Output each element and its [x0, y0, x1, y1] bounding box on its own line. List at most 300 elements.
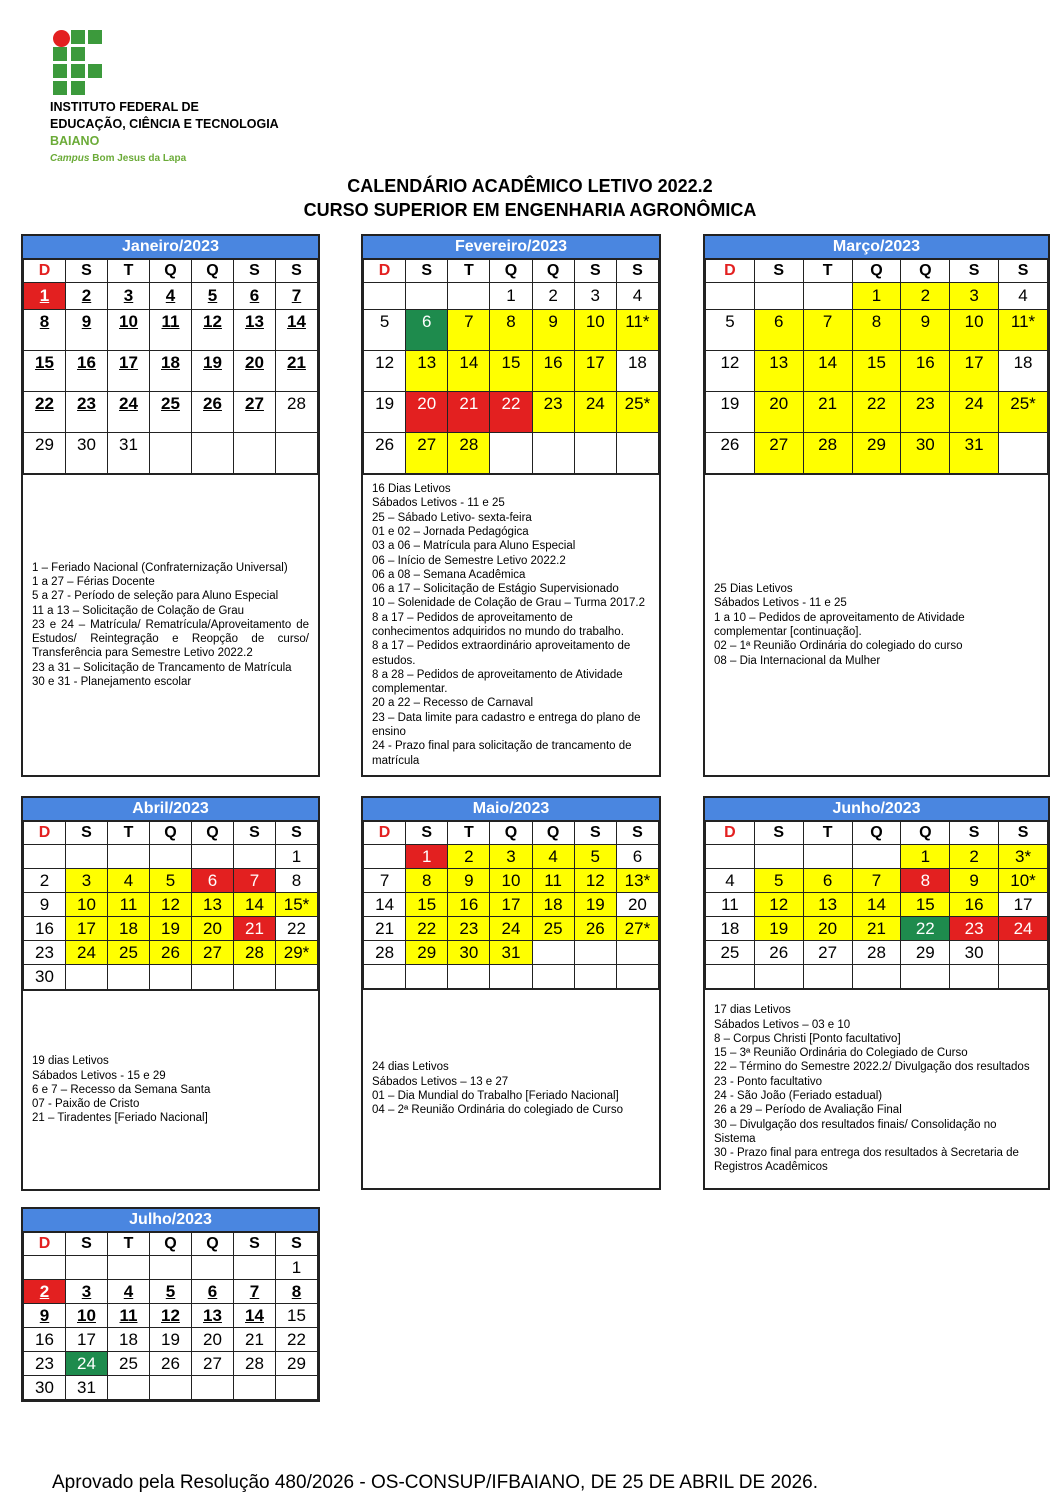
month-calendar [21, 796, 320, 1191]
weekday-header: Q [901, 822, 950, 845]
day-cell: 12 [364, 351, 406, 392]
day-cell: 17 [108, 351, 150, 392]
day-cell: 15 [901, 893, 950, 917]
day-cell: 10 [490, 869, 532, 893]
day-cell: 26 [754, 941, 803, 965]
day-cell: 24 [950, 392, 999, 433]
day-cell: 3 [490, 845, 532, 869]
day-cell: 17 [66, 917, 108, 941]
day-cell: 25 [532, 917, 574, 941]
day-cell [706, 965, 755, 989]
day-cell [406, 965, 448, 989]
day-cell: 10* [999, 869, 1048, 893]
day-cell: 12 [754, 893, 803, 917]
week-row [364, 310, 659, 351]
week-row [706, 433, 1048, 474]
day-cell [616, 433, 658, 474]
day-cell: 28 [803, 433, 852, 474]
day-cell: 29 [852, 433, 901, 474]
day-cell: 13 [234, 310, 276, 351]
ifbaiano-logo [53, 30, 103, 96]
day-cell [448, 283, 490, 310]
week-row [364, 351, 659, 392]
day-cell: 25 [706, 941, 755, 965]
day-cell: 11 [108, 1304, 150, 1328]
weekday-header: S [66, 822, 108, 845]
week-row [706, 965, 1048, 989]
day-cell: 18 [999, 351, 1048, 392]
weekday-header: D [706, 260, 755, 283]
weekday-header: Q [901, 260, 950, 283]
day-cell: 23 [66, 392, 108, 433]
weekday-header: S [234, 260, 276, 283]
day-cell: 16 [901, 351, 950, 392]
day-cell [150, 1376, 192, 1400]
day-cell: 17 [999, 893, 1048, 917]
weekday-header: S [276, 1233, 318, 1256]
day-cell: 21 [234, 917, 276, 941]
day-cell: 1 [901, 845, 950, 869]
day-cell [192, 1256, 234, 1280]
day-cell: 30 [901, 433, 950, 474]
day-cell: 16 [950, 893, 999, 917]
weekday-header: Q [532, 260, 574, 283]
day-cell: 14 [448, 351, 490, 392]
weekday-header: D [24, 1233, 66, 1256]
day-cell [276, 965, 318, 990]
day-cell: 21 [364, 917, 406, 941]
week-row [364, 283, 659, 310]
month-notes [705, 989, 1048, 1188]
day-cell: 22 [406, 917, 448, 941]
day-cell [706, 283, 755, 310]
day-cell [803, 283, 852, 310]
weekday-header: S [616, 822, 658, 845]
week-row [364, 869, 659, 893]
weekday-header: Q [852, 822, 901, 845]
page-subtitle: CURSO SUPERIOR EM ENGENHARIA AGRONÔMICA [303, 200, 757, 220]
day-cell: 21 [448, 392, 490, 433]
day-cell: 14 [234, 893, 276, 917]
day-cell [108, 1376, 150, 1400]
day-cell: 17 [950, 351, 999, 392]
day-cell: 27 [192, 941, 234, 965]
page-title: CALENDÁRIO ACADÊMICO LETIVO 2022.2 [347, 176, 713, 196]
day-cell: 7 [276, 283, 318, 310]
day-cell: 7 [448, 310, 490, 351]
day-cell: 28 [276, 392, 318, 433]
weekday-header: Q [150, 260, 192, 283]
day-cell: 9 [532, 310, 574, 351]
week-row [364, 965, 659, 989]
day-cell: 23 [24, 1352, 66, 1376]
day-cell: 7 [364, 869, 406, 893]
day-cell: 4 [150, 283, 192, 310]
week-row [706, 869, 1048, 893]
day-cell: 19 [706, 392, 755, 433]
day-cell [234, 845, 276, 869]
day-cell: 15 [276, 1304, 318, 1328]
day-cell: 14 [364, 893, 406, 917]
day-cell [364, 283, 406, 310]
weekday-header: Q [532, 822, 574, 845]
weekday-header: Q [192, 822, 234, 845]
day-cell: 16 [24, 1328, 66, 1352]
day-cell: 28 [448, 433, 490, 474]
day-cell: 13 [803, 893, 852, 917]
month-notes [23, 474, 318, 775]
campus-label [50, 150, 279, 167]
day-cell: 22 [490, 392, 532, 433]
day-cell: 6 [192, 869, 234, 893]
day-cell: 18 [706, 917, 755, 941]
day-cell: 19 [150, 917, 192, 941]
day-cell: 17 [574, 351, 616, 392]
day-cell: 15 [852, 351, 901, 392]
day-cell [150, 433, 192, 474]
week-row [24, 392, 318, 433]
campus-name: Bom Jesus da Lapa [92, 153, 187, 164]
day-cell [192, 433, 234, 474]
day-cell: 3 [66, 869, 108, 893]
month-calendar [703, 234, 1050, 777]
day-cell [66, 1256, 108, 1280]
day-cell: 9 [448, 869, 490, 893]
day-cell: 12 [706, 351, 755, 392]
day-cell [706, 845, 755, 869]
day-cell: 23 [448, 917, 490, 941]
day-cell [276, 433, 318, 474]
weekday-header: S [234, 822, 276, 845]
week-row [24, 1352, 318, 1376]
day-cell: 29 [406, 941, 448, 965]
day-cell: 15 [24, 351, 66, 392]
day-cell: 14 [803, 351, 852, 392]
day-cell: 14 [234, 1304, 276, 1328]
weekday-header: T [803, 260, 852, 283]
month-calendar [361, 234, 661, 777]
day-cell: 8 [490, 310, 532, 351]
day-cell [150, 845, 192, 869]
day-cell: 20 [192, 1328, 234, 1352]
week-row [24, 1304, 318, 1328]
day-cell: 20 [616, 893, 658, 917]
day-cell [364, 845, 406, 869]
month-calendar [703, 796, 1050, 1190]
week-row [706, 351, 1048, 392]
day-cell: 22 [901, 917, 950, 941]
day-cell: 10 [66, 1304, 108, 1328]
day-cell: 16 [24, 917, 66, 941]
weekday-header: S [999, 822, 1048, 845]
day-cell: 20 [234, 351, 276, 392]
day-cell [532, 965, 574, 989]
day-cell: 27 [754, 433, 803, 474]
week-row [706, 310, 1048, 351]
week-row [706, 283, 1048, 310]
day-cell [66, 965, 108, 990]
week-row [24, 917, 318, 941]
weekday-header: T [803, 822, 852, 845]
day-cell [276, 1376, 318, 1400]
day-cell: 10 [66, 893, 108, 917]
day-cell: 10 [108, 310, 150, 351]
weekday-header: D [364, 822, 406, 845]
day-cell: 6 [234, 283, 276, 310]
weekday-header: Q [150, 822, 192, 845]
weekday-header: T [108, 822, 150, 845]
day-cell: 3 [108, 283, 150, 310]
day-cell [999, 433, 1048, 474]
day-cell: 28 [852, 941, 901, 965]
day-cell [234, 433, 276, 474]
weekday-header: S [66, 1233, 108, 1256]
day-cell: 4 [108, 869, 150, 893]
day-cell: 27 [234, 392, 276, 433]
weekday-header: S [574, 260, 616, 283]
day-cell: 16 [66, 351, 108, 392]
day-cell: 21 [234, 1328, 276, 1352]
month-calendar [361, 796, 661, 1190]
weekday-header: S [754, 260, 803, 283]
day-cell: 29 [24, 433, 66, 474]
month-title: Fevereiro/2023 [363, 236, 659, 259]
day-cell: 25 [108, 1352, 150, 1376]
day-cell: 27* [616, 917, 658, 941]
day-cell [803, 965, 852, 989]
day-cell: 8 [276, 869, 318, 893]
day-cell: 5 [150, 1280, 192, 1304]
day-cell: 26 [364, 433, 406, 474]
day-cell: 5 [706, 310, 755, 351]
month-title: Janeiro/2023 [23, 236, 318, 259]
week-row [364, 917, 659, 941]
day-cell [192, 845, 234, 869]
day-cell: 30 [448, 941, 490, 965]
day-cell: 24 [574, 392, 616, 433]
day-cell [532, 433, 574, 474]
weekday-header: Q [490, 822, 532, 845]
day-cell: 2 [66, 283, 108, 310]
day-cell [754, 965, 803, 989]
week-row [24, 869, 318, 893]
weekday-header: S [276, 822, 318, 845]
day-cell [754, 845, 803, 869]
month-calendar [21, 234, 320, 777]
month-title: Março/2023 [705, 236, 1048, 259]
day-cell [803, 845, 852, 869]
day-cell: 5 [192, 283, 234, 310]
day-cell: 4 [616, 283, 658, 310]
day-cell: 5 [574, 845, 616, 869]
day-cell: 1 [276, 845, 318, 869]
institution-line1: INSTITUTO FEDERAL DE [50, 100, 199, 114]
institution-line3: BAIANO [50, 134, 100, 148]
day-cell [574, 433, 616, 474]
day-cell: 24 [66, 941, 108, 965]
footer-approval: Aprovado pela Resolução 480/2026 - OS-CONSUP/IFBAIANO, DE 25 DE ABRIL DE 2026. [52, 1472, 819, 1493]
weekday-header: S [754, 822, 803, 845]
day-cell: 2 [901, 283, 950, 310]
day-cell [364, 965, 406, 989]
day-cell: 24 [490, 917, 532, 941]
day-cell: 11 [150, 310, 192, 351]
day-cell: 1 [852, 283, 901, 310]
day-cell: 17 [66, 1328, 108, 1352]
day-cell [234, 1256, 276, 1280]
week-row [706, 941, 1048, 965]
day-cell: 8 [24, 310, 66, 351]
day-cell: 9 [950, 869, 999, 893]
weekday-header: D [24, 822, 66, 845]
weekday-header: S [616, 260, 658, 283]
day-cell: 31 [108, 433, 150, 474]
day-cell: 25* [616, 392, 658, 433]
month-notes [363, 474, 659, 775]
day-cell: 1 [490, 283, 532, 310]
day-cell: 5 [364, 310, 406, 351]
day-cell: 23 [901, 392, 950, 433]
day-cell [234, 965, 276, 990]
weekday-header: Q [490, 260, 532, 283]
day-cell: 13 [192, 893, 234, 917]
day-cell: 17 [490, 893, 532, 917]
day-cell: 1 [406, 845, 448, 869]
day-cell: 3 [574, 283, 616, 310]
day-cell: 24 [108, 392, 150, 433]
logo-red-dot [53, 30, 70, 47]
day-cell: 13 [192, 1304, 234, 1328]
day-cell [490, 433, 532, 474]
day-cell: 29 [901, 941, 950, 965]
day-cell: 23 [532, 392, 574, 433]
day-cell: 2 [950, 845, 999, 869]
day-cell [24, 845, 66, 869]
day-cell: 21 [276, 351, 318, 392]
day-cell: 16 [448, 893, 490, 917]
day-cell: 29 [276, 1352, 318, 1376]
day-cell: 28 [364, 941, 406, 965]
day-cell: 11 [532, 869, 574, 893]
day-cell: 31 [490, 941, 532, 965]
day-cell: 18 [150, 351, 192, 392]
weekday-header: S [406, 822, 448, 845]
day-cell [999, 941, 1048, 965]
weekday-header: T [448, 260, 490, 283]
day-cell: 7 [234, 869, 276, 893]
week-row [24, 1256, 318, 1280]
week-row [24, 1280, 318, 1304]
month-notes-text: 25 Dias Letivos Sábados Letivos - 11 e 25 1 a 10 – Pedidos de aproveitamento de Atividade complementar [continuação]. 02 – 1ª Reunião Ordinária do colegiado do curso 08 – Dia Internacional da Mulher [714, 583, 965, 667]
month-notes-text: 16 Dias Letivos Sábados Letivos - 11 e 25 25 – Sábado Letivo- sexta-feira 01 e 02 – Jornada Pedagógica 03 a 06 – Matrícula para Aluno Especial 06 – Início de Semestre Letivo 2022.2 06 a 08 – Semana Acadêmica 06 a 17 – Solicitação de Estágio Supervisionado 10 – Solenidade de Colação de Grau – Turma 2017.2 8 a 17 – Pedidos de aproveitamento de conhecimentos adquiridos no mundo do trabalho. 8 a 17 – Pedidos extraordinário aproveitamento de estudos. 8 a 28 – Pedidos de aproveitamento de Atividade complementar. 20 a 22 – Recesso de Carnaval 23 – Data limite para cadastro e entrega do plano de ensino 24 - Prazo final para solicitação de trancamento de matrícula [372, 483, 645, 767]
day-cell: 7 [803, 310, 852, 351]
day-cell: 20 [803, 917, 852, 941]
day-cell: 22 [276, 917, 318, 941]
day-cell [901, 965, 950, 989]
day-cell: 25 [108, 941, 150, 965]
week-row [24, 1328, 318, 1352]
day-cell: 6 [192, 1280, 234, 1304]
day-cell: 9 [901, 310, 950, 351]
day-cell: 12 [150, 1304, 192, 1328]
day-cell: 29* [276, 941, 318, 965]
week-row [24, 1376, 318, 1400]
weekday-header: Q [192, 1233, 234, 1256]
day-cell: 19 [364, 392, 406, 433]
weekday-header: T [108, 260, 150, 283]
day-cell: 1 [276, 1256, 318, 1280]
day-cell [108, 1256, 150, 1280]
day-cell [192, 1376, 234, 1400]
day-cell: 12 [192, 310, 234, 351]
week-row [706, 893, 1048, 917]
day-cell: 3 [950, 283, 999, 310]
day-cell: 15 [490, 351, 532, 392]
day-cell: 25* [999, 392, 1048, 433]
day-cell [532, 941, 574, 965]
day-cell: 28 [234, 1352, 276, 1376]
week-row [24, 283, 318, 310]
weekday-header: D [706, 822, 755, 845]
day-cell: 20 [192, 917, 234, 941]
weekday-header: Q [150, 1233, 192, 1256]
day-cell: 23 [950, 917, 999, 941]
weekday-header: S [950, 822, 999, 845]
day-cell [24, 1256, 66, 1280]
day-cell: 8 [276, 1280, 318, 1304]
day-cell: 30 [950, 941, 999, 965]
day-cell: 8 [901, 869, 950, 893]
day-cell: 30 [24, 1376, 66, 1400]
day-cell: 26 [192, 392, 234, 433]
day-cell [754, 283, 803, 310]
weekday-header: T [448, 822, 490, 845]
day-cell: 1 [24, 283, 66, 310]
day-cell [150, 965, 192, 990]
week-row [24, 941, 318, 965]
day-cell: 22 [276, 1328, 318, 1352]
day-cell [616, 965, 658, 989]
day-cell: 8 [852, 310, 901, 351]
day-cell: 3 [66, 1280, 108, 1304]
day-cell: 19 [150, 1328, 192, 1352]
week-row [24, 965, 318, 990]
day-cell: 10 [950, 310, 999, 351]
day-cell: 16 [532, 351, 574, 392]
day-cell: 13* [616, 869, 658, 893]
day-cell [66, 845, 108, 869]
day-cell [490, 965, 532, 989]
weekday-header: S [574, 822, 616, 845]
week-row [364, 845, 659, 869]
day-cell: 26 [150, 1352, 192, 1376]
day-cell: 18 [532, 893, 574, 917]
day-cell: 19 [754, 917, 803, 941]
day-cell: 9 [66, 310, 108, 351]
weekday-header: Q [852, 260, 901, 283]
week-row [364, 392, 659, 433]
weekday-header: D [24, 260, 66, 283]
month-title: Julho/2023 [23, 1209, 318, 1232]
day-cell: 4 [108, 1280, 150, 1304]
month-notes-text: 24 dias Letivos Sábados Letivos – 13 e 27 01 – Dia Mundial do Trabalho [Feriado Nacional] 04 – 2ª Reunião Ordinária do colegiado de Curso [372, 1061, 624, 1117]
week-row [706, 845, 1048, 869]
day-cell: 7 [234, 1280, 276, 1304]
day-cell [574, 965, 616, 989]
day-cell [852, 965, 901, 989]
weekday-header: S [406, 260, 448, 283]
day-cell: 28 [234, 941, 276, 965]
